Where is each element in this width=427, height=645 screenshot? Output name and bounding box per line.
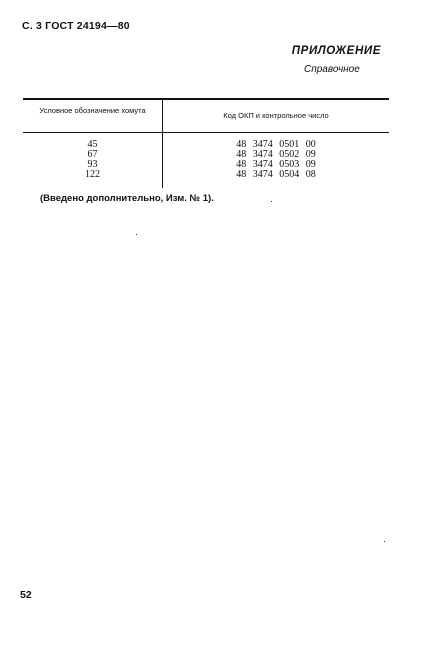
column-header-designation: Условное обозначение хомута [39, 106, 146, 115]
scan-speck [271, 201, 272, 202]
okp-code-column [163, 140, 389, 180]
table-cell-designation: 122 [85, 169, 100, 180]
table-header-rule [23, 132, 389, 133]
column-header-okp-code: Код ОКП и контрольное число [223, 111, 329, 120]
table-cell-designation: 45 [87, 139, 98, 150]
scan-speck [384, 541, 385, 542]
appendix-title: ПРИЛОЖЕНИЕ [291, 45, 381, 57]
designation-column [23, 140, 162, 180]
amendment-note: (Введено дополнительно, Изм. № 1). [40, 193, 214, 204]
page-number: 52 [20, 589, 32, 601]
scan-speck [136, 234, 137, 235]
table-top-rule [23, 98, 389, 100]
table-cell-okp-code: 48 3474 0503 09 [236, 159, 316, 170]
okp-table [23, 98, 389, 188]
table-cell-okp-code: 48 3474 0504 08 [236, 169, 316, 180]
page-header: С. 3 ГОСТ 24194—80 [22, 20, 130, 32]
table-cell-okp-code: 48 3474 0501 00 [236, 139, 316, 150]
table-cell-designation: 93 [87, 159, 98, 170]
appendix-subtitle: Справочное [304, 64, 360, 75]
table-cell-okp-code: 48 3474 0502 09 [236, 149, 316, 160]
table-cell-designation: 67 [87, 149, 98, 160]
